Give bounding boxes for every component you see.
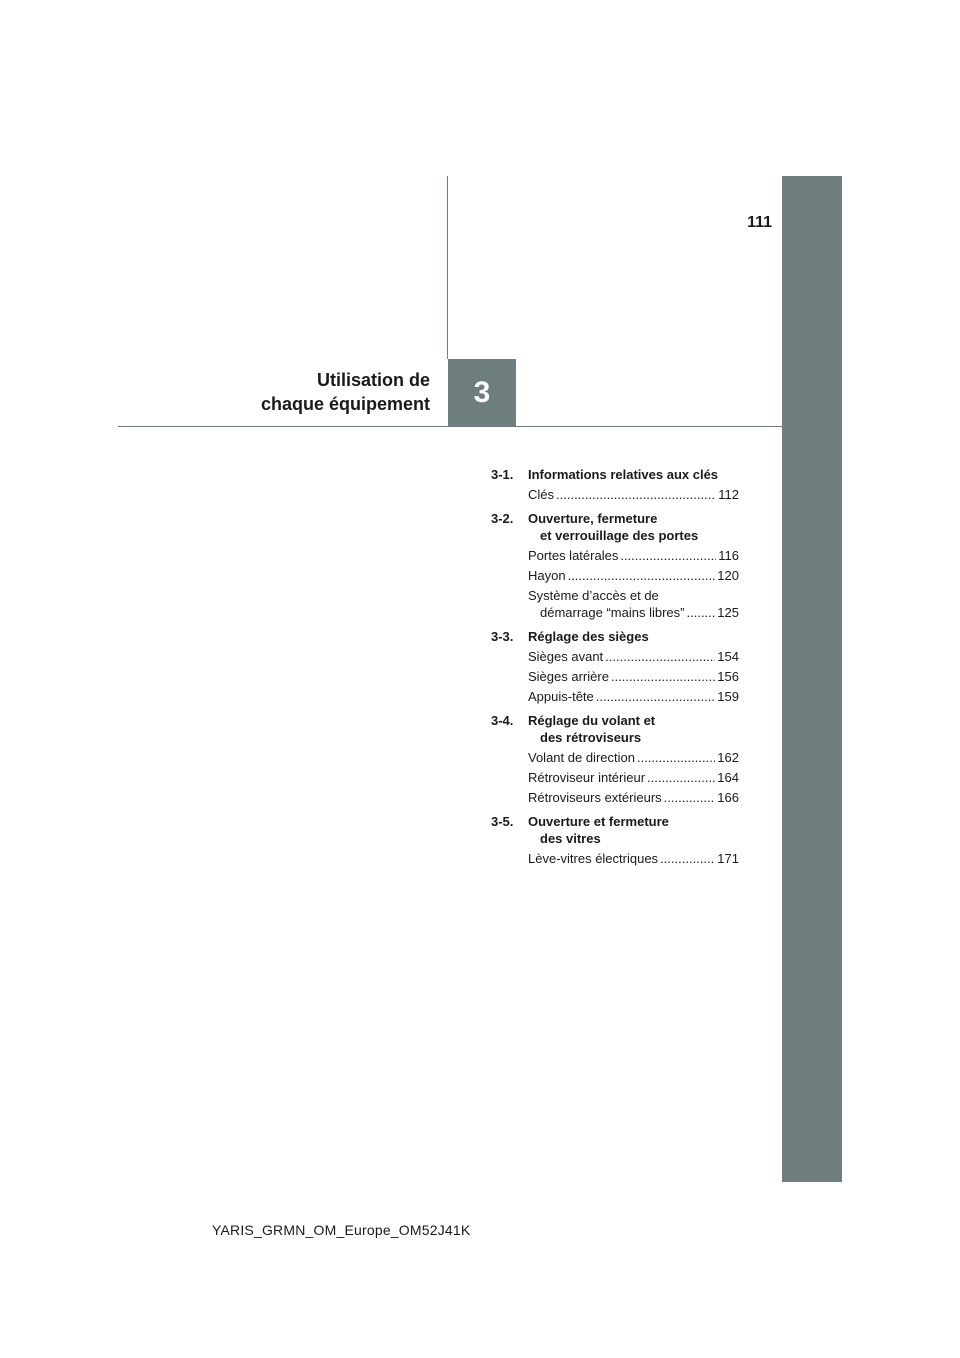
entry-label <box>528 547 618 564</box>
toc-section <box>491 813 739 847</box>
table-of-contents <box>491 459 739 867</box>
section-title <box>528 712 655 746</box>
chapter-title-line-2: chaque équipement <box>260 394 430 414</box>
section-number: 3-4. <box>491 713 514 728</box>
section-title <box>528 813 669 847</box>
entry-label-line: Sièges arrière <box>528 669 609 684</box>
footer-document-code: YARIS_GRMN_OM_Europe_OM52J41K <box>212 1222 471 1238</box>
entry-label <box>528 486 554 503</box>
toc-section <box>491 712 739 746</box>
entry-label-line: Sièges avant <box>528 649 604 664</box>
section-title-line: et verrouillage des portes <box>540 528 699 543</box>
leader-dots <box>637 749 715 766</box>
horizontal-rule <box>118 426 782 427</box>
section-number: 3-3. <box>491 629 514 644</box>
entry-page: 166 <box>717 790 739 805</box>
section-title-line: Réglage du volant et <box>528 713 656 728</box>
leader-dots <box>687 604 716 621</box>
entry-label <box>528 567 566 584</box>
entry-label-line: Rétroviseurs extérieurs <box>528 790 662 805</box>
toc-section <box>491 510 739 544</box>
entry-page: 171 <box>717 851 739 866</box>
entry-label <box>528 769 645 786</box>
entry-page: 159 <box>717 689 739 704</box>
leader-dots <box>660 850 715 867</box>
toc-entry[interactable] <box>528 749 739 766</box>
toc-section <box>491 466 739 483</box>
chapter-side-tab <box>782 176 842 1182</box>
section-number: 3-5. <box>491 814 514 829</box>
section-title <box>528 510 698 544</box>
entry-label-line: Lève-vitres électriques <box>528 851 659 866</box>
section-title-line: Informations relatives aux clés <box>528 467 719 482</box>
entry-page: 164 <box>717 770 739 785</box>
leader-dots <box>611 668 715 685</box>
entry-label <box>528 668 609 685</box>
toc-entry[interactable] <box>528 668 739 685</box>
toc-entry[interactable] <box>528 587 739 621</box>
chapter-title-line-1: Utilisation de <box>316 370 430 390</box>
entry-label <box>528 850 658 867</box>
entry-label-line: Système d’accès et de <box>528 588 659 603</box>
entry-page: 162 <box>717 750 739 765</box>
leader-dots <box>596 688 716 705</box>
entry-page: 156 <box>717 669 739 684</box>
toc-entry[interactable] <box>528 789 739 806</box>
leader-dots <box>568 567 716 584</box>
section-title-line: Ouverture et fermeture <box>528 814 669 829</box>
toc-entry[interactable] <box>528 648 739 665</box>
toc-entry[interactable] <box>528 769 739 786</box>
leader-dots <box>620 547 716 564</box>
vertical-rule <box>447 176 448 359</box>
leader-dots <box>664 789 716 806</box>
toc-entry[interactable] <box>528 486 739 503</box>
entry-label-line: Rétroviseur intérieur <box>528 770 646 785</box>
toc-section <box>491 628 739 645</box>
leader-dots <box>647 769 715 786</box>
entry-label-line: Hayon <box>528 568 566 583</box>
entry-page: 112 <box>718 487 739 502</box>
section-number: 3-1. <box>491 467 514 482</box>
toc-entry[interactable] <box>528 567 739 584</box>
chapter-number-box <box>448 359 516 426</box>
section-title <box>528 466 718 483</box>
entry-page: 125 <box>717 605 739 620</box>
leader-dots <box>556 486 716 503</box>
entry-label <box>528 587 685 621</box>
section-number: 3-2. <box>491 511 514 526</box>
leader-dots <box>605 648 715 665</box>
entry-page: 116 <box>718 548 739 563</box>
chapter-number: 3 <box>473 375 491 409</box>
section-title <box>528 628 649 645</box>
section-title-line: des rétroviseurs <box>540 730 642 745</box>
entry-label-line: Clés <box>528 487 555 502</box>
entry-label <box>528 749 635 766</box>
entry-page: 120 <box>717 568 739 583</box>
chapter-title <box>261 368 430 416</box>
toc-entry[interactable] <box>528 688 739 705</box>
entry-page: 154 <box>717 649 739 664</box>
entry-label-line: Portes latérales <box>528 548 619 563</box>
entry-label-line: Appuis-tête <box>528 689 594 704</box>
page-number: 111 <box>747 214 772 231</box>
entry-label <box>528 789 662 806</box>
section-title-line: Réglage des sièges <box>528 629 649 644</box>
section-title-line: des vitres <box>540 831 601 846</box>
entry-label <box>528 688 594 705</box>
entry-label-line: démarrage “mains libres” <box>540 605 685 620</box>
entry-label <box>528 648 603 665</box>
toc-entry[interactable] <box>528 547 739 564</box>
section-title-line: Ouverture, fermeture <box>528 511 658 526</box>
entry-label-line: Volant de direction <box>528 750 635 765</box>
toc-entry[interactable] <box>528 850 739 867</box>
